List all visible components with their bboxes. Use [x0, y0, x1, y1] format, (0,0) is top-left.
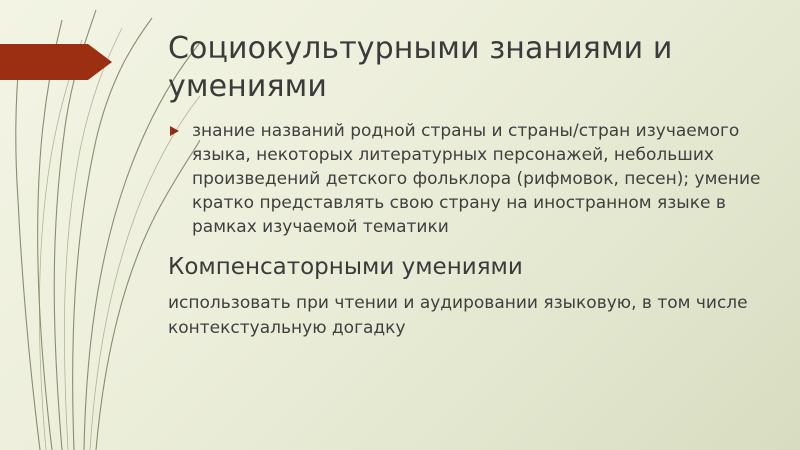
body-paragraph: использовать при чтении и аудировании языковую, в том числе контекстуальную догадку: [168, 293, 748, 338]
triangle-bullet-icon: [170, 126, 179, 136]
list-item: [168, 119, 768, 240]
slide-content: [168, 30, 768, 341]
bullet-list: [168, 119, 768, 240]
list-item-text: знание названий родной страны и страны/стран изучаемого языка, некоторых литературных персонажей, небольших произведений детского фольклора (рифмовок, песен); умение кратко представлять свою страну на иностранном языке в рамках изучаемой тематики: [192, 120, 761, 238]
arrow-banner-icon: [0, 44, 112, 80]
page-title: Социокультурными знаниями и умениями: [168, 31, 673, 105]
section-subtitle: Компенсаторными умениями: [168, 254, 523, 281]
